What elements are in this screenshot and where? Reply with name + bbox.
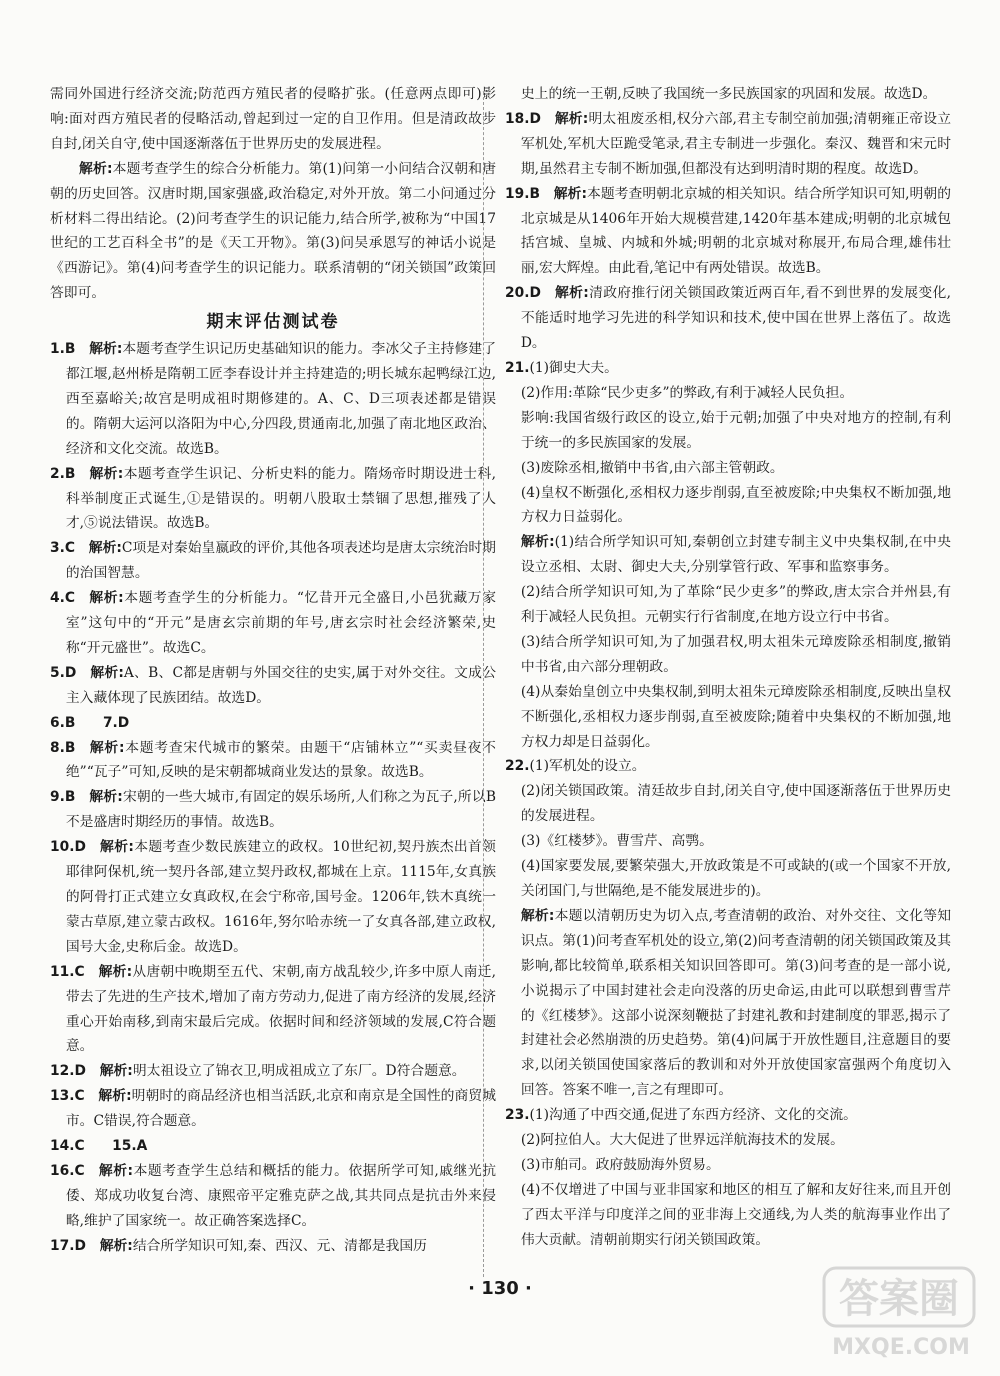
question-23 xyxy=(505,1103,951,1252)
analysis-label: 解析: xyxy=(98,1088,132,1105)
answer-item xyxy=(50,1059,496,1084)
q23-answer-1 xyxy=(505,1103,951,1128)
column-divider xyxy=(483,92,484,1277)
watermark-bottom-text: MXQE.COM xyxy=(832,1335,970,1360)
q21-analysis-1 xyxy=(505,530,951,580)
analysis-text: 本题考查学生识记、分析史料的能力。隋炀帝时期设进士科,科举制度正式诞生,①是错误的。明朝八股取士禁锢了思想,摧残了人才,⑤说法错误。故选B。 xyxy=(65,465,496,532)
question-number: 18.D xyxy=(505,110,555,127)
analysis-text: 本题考查学生总结和概括的能力。依据所学可知,戚继光抗倭、郑成功收复台湾、康熙帝平定雅克萨之战,其共同点是抗击外来侵略,维护了国家统一。故正确答案选择C。 xyxy=(65,1162,496,1229)
q21-answer-1 xyxy=(505,356,951,381)
answer-item xyxy=(50,785,496,835)
analysis-label: 解析: xyxy=(89,465,124,482)
question-21 xyxy=(505,356,951,755)
analysis-label: 解析: xyxy=(98,963,133,980)
question-number: 3.C xyxy=(50,540,89,557)
q21-analysis-2: (2)结合所学知识可知,为了革除“民少吏多”的弊政,唐太宗合并州县,有利于减轻人民负担。元朝实行行省制度,在地方设立行中书省。 xyxy=(520,584,951,626)
question-number: 7.D xyxy=(89,714,130,731)
q23-answer-4: (4)不仅增进了中国与亚非国家和地区的相互了解和友好往来,而且开创了西太平洋与印度洋之间的亚非海上交通线,为人类的航海事业作出了伟大贡献。清朝前期实行闭关锁国政策。 xyxy=(520,1181,951,1248)
question-22 xyxy=(505,754,951,1103)
question-number: 22. xyxy=(505,758,530,775)
question-number: 16.C xyxy=(50,1162,99,1179)
analysis-label: 解析: xyxy=(90,664,124,681)
q22-answer-2: (2)闭关锁国政策。清廷故步自封,闭关自守,使中国逐渐落伍于世界历史的发展进程。 xyxy=(520,783,951,825)
analysis-text: A、B、C都是唐朝与外国交往的史实,属于对外交往。文成公主入藏体现了民族团结。故选D。 xyxy=(65,664,496,706)
analysis-label: 解析: xyxy=(520,534,555,551)
intro-paragraph: 需同外国进行经济交流;防范西方殖民者的侵略扩张。(任意两点即可)影响:面对西方殖民者的侵略活动,曾起到过一定的自卫作用。但是清政故步自封,闭关自守,使中国逐渐落伍于世界历史的发展进程。 xyxy=(50,86,496,152)
question-number: 20.D xyxy=(505,285,555,302)
analysis-label: 解析: xyxy=(88,540,122,557)
question-number: 5.D xyxy=(50,664,91,681)
question-number: 2.B xyxy=(50,465,90,482)
question-number: 1.B xyxy=(50,341,90,358)
q21-analysis-3: (3)结合所学知识可知,为了加强君权,明太祖朱元璋废除丞相制度,撤销中书省,由六部分理朝政。 xyxy=(520,633,951,675)
analysis-label: 解析: xyxy=(99,839,134,856)
question-number: 19.B xyxy=(505,185,554,202)
watermark-top-text: 答案圈 xyxy=(839,1276,959,1322)
answer-item xyxy=(50,1234,496,1259)
answer-item xyxy=(505,281,951,356)
answer-text: (1)沟通了中西交通,促进了东西方经济、文化的交流。 xyxy=(529,1107,857,1124)
answer-item xyxy=(505,182,951,282)
answer-text: (1)御史大夫。 xyxy=(529,359,618,376)
analysis-text: 明太祖设立了锦衣卫,明成祖成立了东厂。D符合题意。 xyxy=(132,1063,466,1080)
analysis-text: 结合所学知识可知,秦、西汉、元、清都是我国历 xyxy=(132,1237,427,1254)
answer-item xyxy=(50,337,496,462)
analysis-label: 解析: xyxy=(553,185,587,202)
analysis-text: 明太祖废丞相,权分六部,君主专制空前加强;清朝雍正帝设立军机处,军机大臣跪受笔录,君主专制进一步强化。秦汉、魏晋和宋元时期,虽然君主专制不断加强,但都没有达到明清时期的程度。故选D。 xyxy=(520,110,951,177)
answer-item xyxy=(50,736,496,786)
question-number: 17.D xyxy=(50,1237,100,1254)
answer-item xyxy=(50,835,496,960)
intro-analysis xyxy=(50,157,496,306)
analysis-text: 本题考查学生的分析能力。“忆昔开元全盛日,小邑犹藏万家室”这句中的“开元”是唐玄宗前期的年号,唐玄宗时社会经济繁荣,史称“开元盛世”。故选C。 xyxy=(65,590,496,656)
analysis-label: 解析: xyxy=(99,1237,133,1254)
answer-list-left xyxy=(50,337,496,1259)
q22-answer-3: (3)《红楼梦》。曹雪芹、高鹗。 xyxy=(520,833,713,850)
right-column xyxy=(505,82,951,1253)
question-number: 6.B xyxy=(50,714,90,731)
analysis-text: 本题考查宋代城市的繁荣。由题干“店铺林立”“买卖昼夜不绝”“瓦子”可知,反映的是宋朝都城商业发达的景象。故选B。 xyxy=(65,739,496,781)
q22-analysis xyxy=(505,904,951,1103)
analysis-text: 明朝时的商品经济也相当活跃,北京和南京是全国性的商贸城市。C错误,符合题意。 xyxy=(65,1088,496,1130)
question-number: 4.C xyxy=(50,590,89,607)
answer-item xyxy=(50,462,496,537)
answer-item xyxy=(50,1134,496,1159)
analysis-text: C项是对秦始皇嬴政的评价,其他各项表述均是唐太宗统治时期的治国智慧。 xyxy=(65,540,496,582)
q23-answer-3: (3)市舶司。政府鼓励海外贸易。 xyxy=(520,1156,720,1173)
q22-answer-4: (4)国家要发展,要繁荣强大,开放政策是不可或缺的(或一个国家不开放,关闭国门,与世隔绝,是不能发展进步的)。 xyxy=(520,858,951,899)
analysis-label: 解析: xyxy=(554,110,589,127)
continuation-text: 史上的统一王朝,反映了我国统一多民族国家的巩固和发展。故选D。 xyxy=(520,86,937,102)
answer-list-right xyxy=(505,107,951,356)
analysis-text: 清政府推行闭关锁国政策近两百年,看不到世界的发展变化,不能适时地学习先进的科学知识和技术,使中国在世界上落伍了。故选D。 xyxy=(520,285,951,352)
analysis-label: 解析: xyxy=(554,285,589,302)
answer-item xyxy=(50,711,496,736)
question-number: 14.C xyxy=(50,1138,99,1155)
answer-text: (1)军机处的设立。 xyxy=(529,758,646,775)
question-number: 12.D xyxy=(50,1063,100,1080)
answer-item xyxy=(50,536,496,586)
analysis-label: 解析: xyxy=(98,1162,134,1179)
analysis-label: 解析: xyxy=(89,789,123,806)
question-number: 21. xyxy=(505,359,530,376)
analysis-text: (1)结合所学知识可知,秦朝创立封建专制主义中央集权制,在中央设立丞相、太尉、御史大夫,分别掌管行政、军事和监察事务。 xyxy=(520,534,951,576)
answer-item xyxy=(50,1084,496,1134)
analysis-text: 本题以清朝历史为切入点,考查清朝的政治、对外交往、文化等知识点。第(1)问考查军机处的设立,第(2)问考查清朝的闭关锁国政策及其影响,都比较简单,联系相关知识回答即可。第(3)问考查的是一部小说,小说揭示了中国封建社会走向没落的历史命运,由此可以联想到曹雪芹的《红楼梦》。这部小说深刻鞭挞了封建礼教和封建制度的罪恶,揭示了封建社会必然崩溃的历史趋势。第(4)问属于开放性题目,注意题目的要求,以闭关锁国使国家落后的教训和对外开放使国家富强两个角度切入回答。答案不唯一,言之有理即可。 xyxy=(520,907,951,1099)
analysis-text: 本题考查学生的综合分析能力。第(1)问第一小问结合汉朝和唐朝的历史回答。汉唐时期,国家强盛,政治稳定,对外开放。第二小问通过分析材料二得出结论。(2)问考查学生的识记能力,结合所学,被称为“中国17世纪的工艺百科全书”的是《天工开物》。第(3)问吴承恩写的神话小说是《西游记》。第(4)问考查学生的识记能力。联系清朝的“闭关锁国”政策回答即可。 xyxy=(50,160,496,302)
q21-answer-5: (4)皇权不断强化,丞相权力逐步削弱,直至被废除;中央集权不断加强,地方权力日益弱化。 xyxy=(520,484,951,526)
question-number: 10.D xyxy=(50,839,100,856)
analysis-label: 解析: xyxy=(78,160,113,177)
answer-item xyxy=(50,960,496,1060)
analysis-label: 解析: xyxy=(89,739,125,756)
question-number: 13.C xyxy=(50,1088,99,1105)
analysis-text: 本题考查少数民族建立的政权。10世纪初,契丹族杰出首领耶律阿保机,统一契丹各部,建立契丹政权,都城在上京。1115年,女真族的阿骨打正式建立女真政权,在会宁称帝,国号金。1206年,铁木真统一蒙古草原,建立蒙古政权。1616年,努尔哈赤统一了女真各部,建立政权,国号大金,史称后金。故选D。 xyxy=(65,839,496,955)
q23-answer-2: (2)阿拉伯人。大大促进了世界远洋航海技术的发展。 xyxy=(520,1132,844,1149)
question-number: 23. xyxy=(505,1107,530,1124)
q21-analysis-4: (4)从秦始皇创立中央集权制,到明太祖朱元璋废除丞相制度,反映出皇权不断强化,丞相权力逐步削弱,直至被废除;随着中央集权的不断加强,地方权力却是日益弱化。 xyxy=(520,683,951,750)
answer-item xyxy=(50,1159,496,1234)
analysis-text: 宋朝的一些大城市,有固定的娱乐场所,人们称之为瓦子,所以B不是盛唐时期经历的事情。故选B。 xyxy=(65,789,496,831)
analysis-text: 本题考查学生识记历史基础知识的能力。李冰父子主持修建了都江堰,赵州桥是隋朝工匠李春设计并主持建造的;明长城东起鸭绿江边,西至嘉峪关;故宫是明成祖时期修建的。A、C、D三项表述都是错误的。隋朝大运河以洛阳为中心,分四段,贯通南北,加强了南北地区政治、经济和文化交流。故选B。 xyxy=(65,341,496,457)
watermark-logo xyxy=(816,1264,986,1364)
q21-answer-4: (3)废除丞相,撤销中书省,由六部主管朝政。 xyxy=(520,459,784,476)
answer-item xyxy=(505,107,951,182)
question-number: 8.B xyxy=(50,739,90,756)
analysis-label: 解析: xyxy=(99,1063,133,1080)
question-number: 9.B xyxy=(50,789,90,806)
answer-item xyxy=(50,586,496,661)
question-number: 11.C xyxy=(50,963,99,980)
left-column xyxy=(50,82,496,1259)
page-number: · 130 · xyxy=(468,1278,532,1299)
analysis-text: 本题考查明朝北京城的相关知识。结合所学知识可知,明朝的北京城是从1406年开始大规模营建,1420年基本建成;明朝的北京城包括宫城、皇城、内城和外城;明朝的北京城对称展开,布局合理,雄伟壮丽,宏大辉煌。由此看,笔记中有两处错误。故选B。 xyxy=(520,185,951,277)
analysis-label: 解析: xyxy=(89,341,123,358)
answer-item xyxy=(50,661,496,711)
question-number: 15.A xyxy=(98,1138,148,1155)
q21-answer-3: 影响:我国省级行政区的设立,始于元朝;加强了中央对地方的控制,有利于统一的多民族国家的发展。 xyxy=(520,409,951,451)
analysis-text: 从唐朝中晚期至五代、宋朝,南方战乱较少,许多中原人南迁,带去了先进的生产技术,增加了南方劳动力,促进了南方经济的发展,经济重心开始南移,到南宋最后完成。依据时间和经济领域的发展,C符合题意。 xyxy=(65,963,496,1055)
q22-answer-1 xyxy=(505,754,951,779)
analysis-label: 解析: xyxy=(88,590,124,607)
analysis-label: 解析: xyxy=(520,907,555,924)
section-title: 期末评估测试卷 xyxy=(206,312,340,333)
q21-answer-2: (2)作用:革除“民少吏多”的弊政,有利于减轻人民负担。 xyxy=(520,384,854,401)
